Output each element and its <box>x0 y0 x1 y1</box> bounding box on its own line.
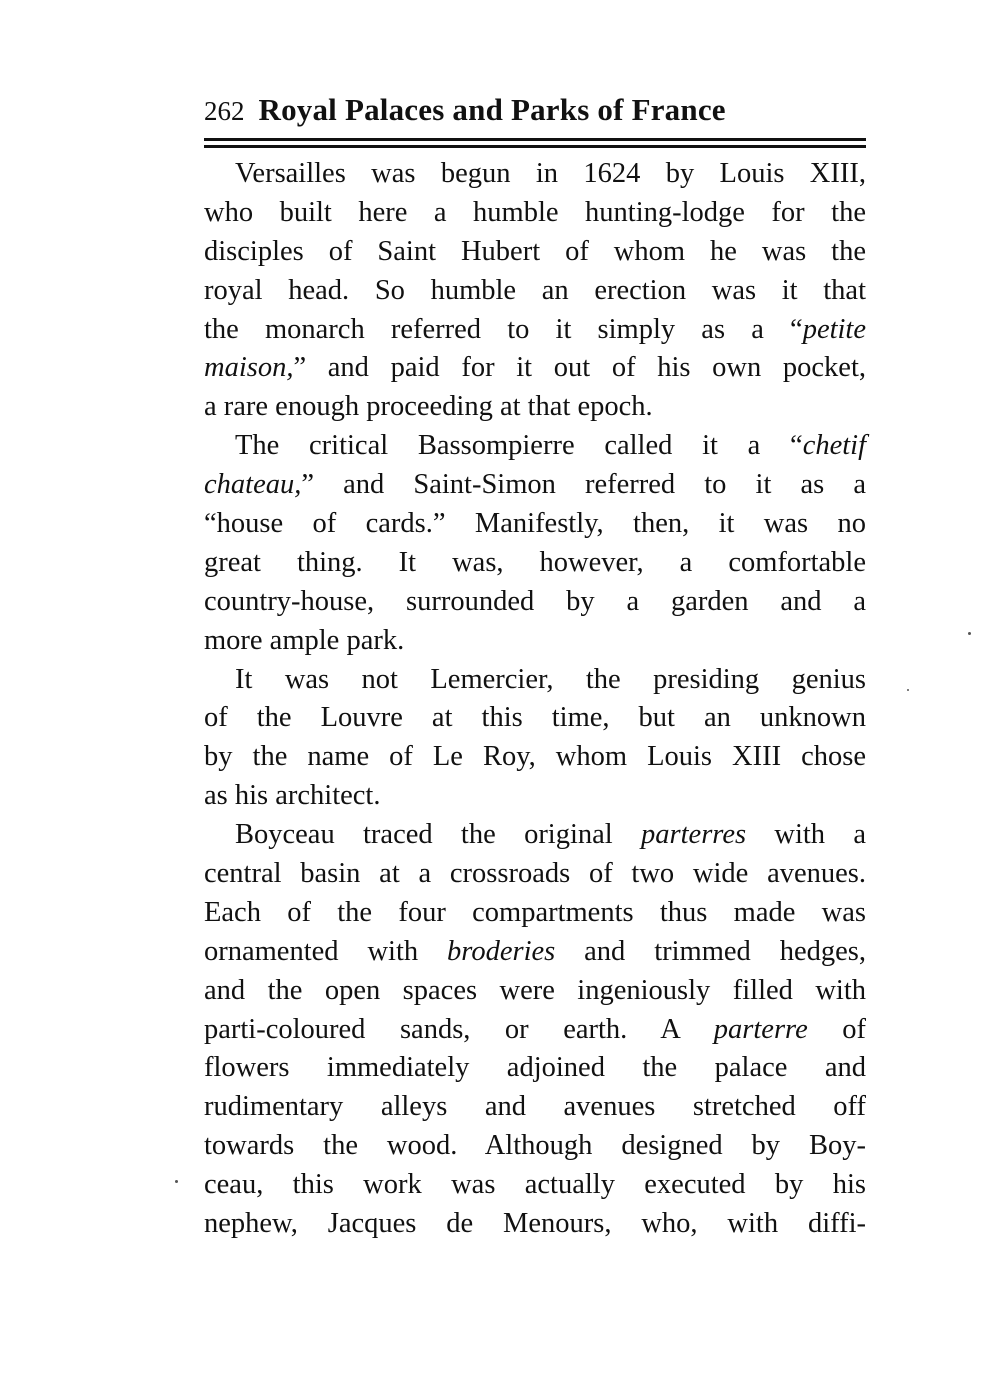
text-line: The critical Bassompierre called it a “chetif <box>235 430 866 462</box>
text-line: of the Louvre at this time, but an unknown <box>204 702 866 734</box>
text-line: Boyceau traced the original parterres with a <box>235 819 867 851</box>
paragraph <box>204 155 866 427</box>
text-line: as his architect. <box>204 780 381 812</box>
italic-term: chateau, <box>204 469 302 501</box>
text-line: royal head. So humble an erection was it that <box>204 274 866 306</box>
italic-term: parterre <box>713 1013 808 1045</box>
italic-term: parterres <box>641 819 747 851</box>
body-text <box>204 155 866 1244</box>
text-line: great thing. It was, however, a comfortable <box>204 546 866 578</box>
text-line: central basin at a crossroads of two wide avenues. <box>204 858 866 890</box>
text-line: parti-coloured sands, or earth. A parterre of <box>204 1013 866 1045</box>
running-title: Royal Palaces and Parks of France <box>258 92 726 127</box>
text-line: the monarch referred to it simply as a “petite <box>204 313 866 345</box>
text-line: disciples of Saint Hubert of whom he was the <box>204 235 866 267</box>
text-line: nephew, Jacques de Menours, who, with diffi- <box>204 1208 866 1240</box>
italic-term: petite <box>802 313 866 345</box>
text-line: Each of the four compartments thus made was <box>204 896 866 928</box>
italic-term: chetif <box>802 430 866 462</box>
italic-term: broderies <box>447 935 556 967</box>
paragraph <box>204 816 866 1244</box>
book-page <box>204 92 866 1244</box>
print-speck <box>907 689 909 691</box>
page-header <box>204 92 866 132</box>
italic-term: maison, <box>204 352 294 384</box>
text-line: more ample park. <box>204 624 405 656</box>
text-line: ornamented with broderies and trimmed hedges, <box>204 935 866 967</box>
text-line: rudimentary alleys and avenues stretched off <box>204 1091 866 1123</box>
text-line: It was not Lemercier, the presiding genius <box>235 663 866 695</box>
paragraph <box>204 661 866 817</box>
text-line: Versailles was begun in 1624 by Louis XIII, <box>235 158 866 189</box>
text-line: maison,” and paid for it out of his own pocket, <box>204 352 866 384</box>
text-line: country-house, surrounded by a garden and a <box>204 585 866 617</box>
text-line: by the name of Le Roy, whom Louis XIII chose <box>204 741 866 773</box>
page-number: 262 <box>204 96 245 126</box>
print-speck <box>968 632 971 635</box>
print-speck <box>175 1180 178 1183</box>
text-line: “house of cards.” Manifestly, then, it was no <box>204 508 866 540</box>
text-line: towards the wood. Although designed by Boy- <box>204 1130 866 1162</box>
text-line: and the open spaces were ingeniously filled with <box>204 974 866 1006</box>
text-line: flowers immediately adjoined the palace and <box>204 1052 866 1084</box>
paragraph <box>204 427 866 660</box>
text-line: chateau,” and Saint-Simon referred to it as a <box>204 469 866 501</box>
text-line: ceau, this work was actually executed by his <box>204 1169 866 1201</box>
text-line: a rare enough proceeding at that epoch. <box>204 391 653 423</box>
text-line: who built here a humble hunting-lodge for the <box>204 196 866 228</box>
